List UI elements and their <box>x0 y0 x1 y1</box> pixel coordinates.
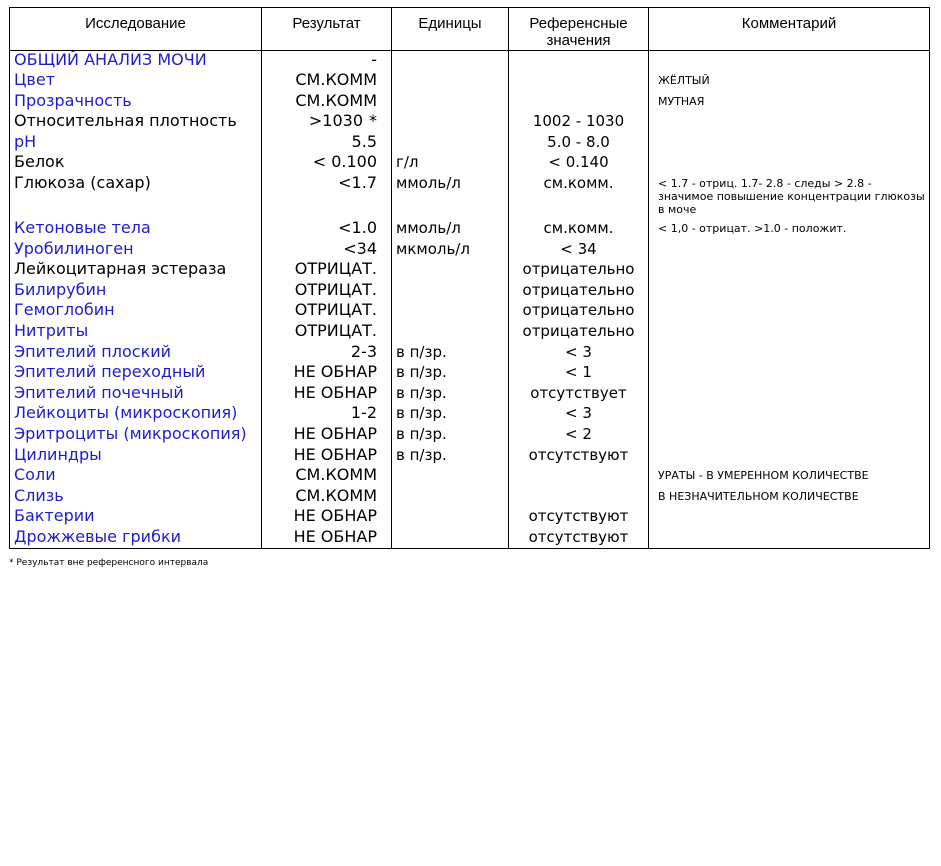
result-text: 2-3 <box>350 341 377 361</box>
table-body <box>10 51 930 549</box>
result-text: НЕ ОБНАР <box>293 362 377 382</box>
reference-value: отрицательно <box>509 260 649 281</box>
footnote: * Результат вне референсного интервала <box>9 558 209 568</box>
test-name: Кетоновые тела <box>10 219 262 240</box>
units-value: в п/зр. <box>392 404 509 425</box>
table-row <box>10 153 930 174</box>
reference-value: отрицательно <box>509 281 649 302</box>
test-name: Билирубин <box>10 281 262 302</box>
reference-value: отсутствуют <box>509 446 649 467</box>
units-value <box>392 92 509 113</box>
reference-value: отрицательно <box>509 322 649 343</box>
result-value <box>262 301 392 322</box>
units-value <box>392 466 509 487</box>
units-value: в п/зр. <box>392 384 509 405</box>
table-row <box>10 322 930 343</box>
comment-text <box>649 153 930 174</box>
result-value <box>262 92 392 113</box>
header-reference-line1: Референсные <box>529 15 628 32</box>
result-text: - <box>371 50 377 69</box>
comment-text <box>649 51 930 72</box>
result-value <box>262 174 392 219</box>
comment-text: < 1,0 - отрицат. >1.0 - положит. <box>649 219 930 240</box>
units-value: в п/зр. <box>392 363 509 384</box>
result-value <box>262 425 392 446</box>
test-name: Слизь <box>10 487 262 508</box>
result-text: НЕ ОБНАР <box>293 444 377 464</box>
table-row <box>10 363 930 384</box>
units-value <box>392 528 509 549</box>
header-comment: Комментарий <box>649 8 930 51</box>
units-value <box>392 260 509 281</box>
table-row <box>10 384 930 405</box>
table-row <box>10 466 930 487</box>
units-value: в п/зр. <box>392 425 509 446</box>
table-row <box>10 301 930 322</box>
units-value <box>392 301 509 322</box>
test-name: Лейкоцитарная эстераза <box>10 260 262 281</box>
reference-value <box>509 487 649 508</box>
result-text: <1.0 <box>338 218 377 238</box>
units-value: ммоль/л <box>392 174 509 219</box>
table-row <box>10 174 930 219</box>
result-value <box>262 363 392 384</box>
units-value <box>392 281 509 302</box>
table-row <box>10 133 930 154</box>
table-row <box>10 71 930 92</box>
urinalysis-table <box>9 7 930 549</box>
table-row <box>10 260 930 281</box>
table-row <box>10 343 930 364</box>
header-test: Исследование <box>10 8 262 51</box>
result-text: СМ.КОММ <box>295 90 377 110</box>
result-value <box>262 133 392 154</box>
result-value <box>262 507 392 528</box>
result-text: НЕ ОБНАР <box>293 506 377 526</box>
units-value: в п/зр. <box>392 343 509 364</box>
result-text: НЕ ОБНАР <box>293 382 377 402</box>
header-result: Результат <box>262 8 392 51</box>
test-name: Эпителий плоский <box>10 343 262 364</box>
comment-text <box>649 240 930 261</box>
reference-value: < 0.140 <box>509 153 649 174</box>
comment-text: В НЕЗНАЧИТЕЛЬНОМ КОЛИЧЕСТВЕ <box>649 487 930 508</box>
comment-text <box>649 301 930 322</box>
comment-text: МУТНАЯ <box>649 92 930 113</box>
units-value: г/л <box>392 153 509 174</box>
comment-text: < 1.7 - отриц. 1.7- 2.8 - следы > 2.8 - значимое повышение концентрации глюкозы в моче <box>649 174 930 219</box>
result-value <box>262 446 392 467</box>
result-text: СМ.КОММ <box>295 70 377 90</box>
reference-value: < 1 <box>509 363 649 384</box>
test-name: Относительная плотность <box>10 112 262 133</box>
table-row <box>10 51 930 72</box>
table-row <box>10 507 930 528</box>
table-row <box>10 425 930 446</box>
table-row <box>10 240 930 261</box>
result-text: 1-2 <box>350 403 377 423</box>
result-value <box>262 260 392 281</box>
reference-value: < 2 <box>509 425 649 446</box>
test-name: Эпителий переходный <box>10 363 262 384</box>
result-text: < 0.100 <box>312 152 377 172</box>
result-value <box>262 343 392 364</box>
comment-text <box>649 384 930 405</box>
reference-value: 5.0 - 8.0 <box>509 133 649 154</box>
header-units: Единицы <box>392 8 509 51</box>
result-value <box>262 528 392 549</box>
test-name: Соли <box>10 466 262 487</box>
result-value <box>262 112 392 133</box>
units-value: мкмоль/л <box>392 240 509 261</box>
units-value <box>392 322 509 343</box>
reference-value: отсутствует <box>509 384 649 405</box>
test-name: Уробилиноген <box>10 240 262 261</box>
result-text: НЕ ОБНАР <box>293 526 377 546</box>
reference-value: < 3 <box>509 343 649 364</box>
header-reference <box>509 8 649 51</box>
comment-text <box>649 404 930 425</box>
comment-text <box>649 133 930 154</box>
reference-value: отрицательно <box>509 301 649 322</box>
result-text: >1030 <box>308 111 363 131</box>
comment-text <box>649 343 930 364</box>
result-value <box>262 404 392 425</box>
test-name: Гемоглобин <box>10 301 262 322</box>
test-name: ОБЩИЙ АНАЛИЗ МОЧИ <box>10 51 262 72</box>
reference-value: см.комм. <box>509 219 649 240</box>
test-name: Цилиндры <box>10 446 262 467</box>
units-value: в п/зр. <box>392 446 509 467</box>
table-row <box>10 446 930 467</box>
reference-value <box>509 51 649 72</box>
test-name: Эпителий почечный <box>10 384 262 405</box>
units-value <box>392 112 509 133</box>
comment-text <box>649 281 930 302</box>
reference-value: 1002 - 1030 <box>509 112 649 133</box>
units-value: ммоль/л <box>392 219 509 240</box>
test-name: Лейкоциты (микроскопия) <box>10 404 262 425</box>
units-value <box>392 487 509 508</box>
comment-text <box>649 112 930 133</box>
reference-value: < 34 <box>509 240 649 261</box>
table-row <box>10 219 930 240</box>
result-value <box>262 487 392 508</box>
header-reference-line2: значения <box>546 32 611 49</box>
result-text: ОТРИЦАТ. <box>294 300 377 320</box>
comment-text <box>649 507 930 528</box>
result-value <box>262 322 392 343</box>
units-value <box>392 133 509 154</box>
comment-text: УРАТЫ - В УМЕРЕННОМ КОЛИЧЕСТВЕ <box>649 466 930 487</box>
test-name: Белок <box>10 153 262 174</box>
result-text: <1.7 <box>338 173 377 193</box>
out-of-range-flag: * <box>369 111 377 131</box>
comment-text <box>649 322 930 343</box>
reference-value: см.комм. <box>509 174 649 219</box>
result-value <box>262 51 392 72</box>
table-row <box>10 528 930 549</box>
test-name: Цвет <box>10 71 262 92</box>
test-name: Прозрачность <box>10 92 262 113</box>
result-value <box>262 240 392 261</box>
table-row <box>10 404 930 425</box>
result-value <box>262 466 392 487</box>
units-value <box>392 51 509 72</box>
reference-value <box>509 92 649 113</box>
reference-value: отсутствуют <box>509 528 649 549</box>
reference-value: < 3 <box>509 404 649 425</box>
units-value <box>392 507 509 528</box>
comment-text <box>649 528 930 549</box>
result-text: ОТРИЦАТ. <box>294 259 377 279</box>
comment-text <box>649 446 930 467</box>
result-value <box>262 219 392 240</box>
test-name: Эритроциты (микроскопия) <box>10 425 262 446</box>
reference-value <box>509 466 649 487</box>
table-row <box>10 487 930 508</box>
result-text: СМ.КОММ <box>295 465 377 485</box>
result-text: НЕ ОБНАР <box>293 424 377 443</box>
result-value <box>262 281 392 302</box>
result-value <box>262 71 392 92</box>
test-name: Дрожжевые грибки <box>10 528 262 549</box>
table-row <box>10 112 930 133</box>
comment-text <box>649 425 930 446</box>
comment-text <box>649 363 930 384</box>
comment-text <box>649 260 930 281</box>
reference-value: отсутствуют <box>509 507 649 528</box>
result-value <box>262 153 392 174</box>
table-row <box>10 281 930 302</box>
comment-text: ЖЁЛТЫЙ <box>649 71 930 92</box>
table-row <box>10 92 930 113</box>
result-text: СМ.КОММ <box>295 485 377 505</box>
result-text: ОТРИЦАТ. <box>294 279 377 299</box>
result-value <box>262 384 392 405</box>
test-name: Нитриты <box>10 322 262 343</box>
units-value <box>392 71 509 92</box>
test-name: Бактерии <box>10 507 262 528</box>
test-name: pH <box>10 133 262 154</box>
reference-value <box>509 71 649 92</box>
test-name: Глюкоза (сахар) <box>10 174 262 219</box>
result-text: <34 <box>343 238 377 258</box>
table-header-row <box>10 8 930 51</box>
result-text: ОТРИЦАТ. <box>294 321 377 341</box>
result-text: 5.5 <box>351 131 377 151</box>
